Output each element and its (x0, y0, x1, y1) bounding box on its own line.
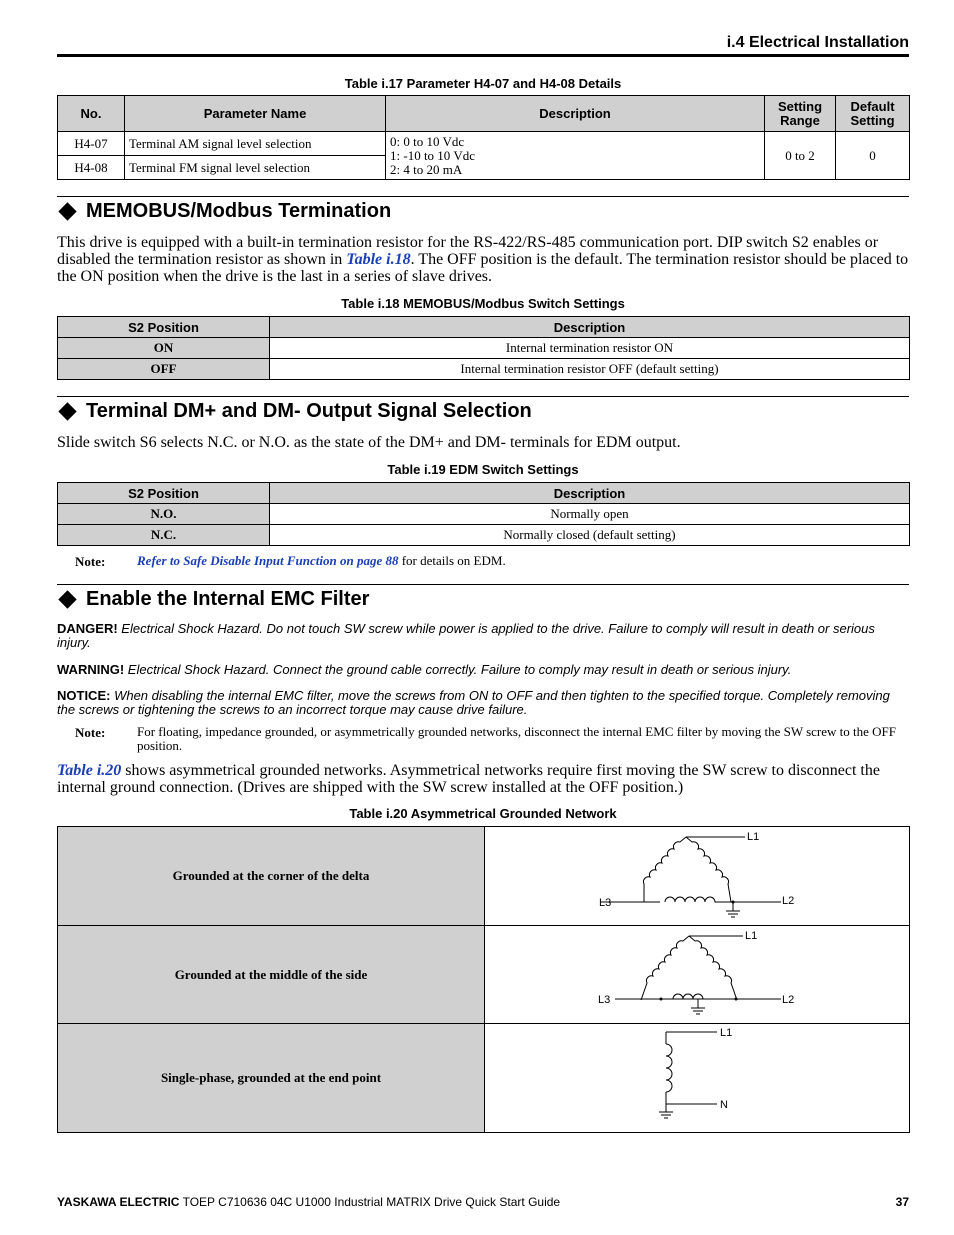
note-label: Note: (75, 554, 106, 569)
table17-header-default: Default Setting (836, 96, 910, 132)
table19-cell-pos: N.C. (58, 525, 270, 546)
warning-message: WARNING! Electrical Shock Hazard. Connect the ground cable correctly. Failure to comply may result in death or serious injury. (57, 662, 792, 677)
delta-corner-l2-label: L2 (782, 895, 795, 907)
table19 (57, 482, 910, 546)
table17-header-desc: Description (386, 96, 765, 132)
table-row (58, 525, 910, 546)
table19-header-desc: Description (270, 483, 910, 504)
single-phase-n-label: N (720, 1099, 728, 1111)
table-row (58, 338, 910, 359)
terminal-paragraph: Slide switch S6 selects N.C. or N.O. as the state of the DM+ and DM- terminals for EDM output. (57, 434, 681, 451)
table-row (58, 926, 910, 1024)
side-middle-l2-label: L2 (782, 994, 795, 1006)
table19-caption: Table i.19 EDM Switch Settings (387, 462, 579, 477)
header-rule (57, 54, 909, 57)
memobus-heading: MEMOBUS/Modbus Termination (57, 200, 391, 223)
table17-header-name: Parameter Name (125, 96, 386, 132)
diagram-single-phase (485, 1024, 910, 1133)
delta-corner-l1-label: L1 (747, 831, 760, 843)
emc-paragraph: Table i.20 shows asymmetrical grounded networks. Asymmetrical networks require first moving the SW screw to disconnect the internal ground connection. (Drives are shipped with the SW screw installed at the OFF position.) (57, 762, 880, 796)
table17-cell-range: 0 to 2 (765, 132, 836, 180)
section-rule (57, 584, 909, 585)
table18-cell-desc: Internal termination resistor ON (270, 338, 910, 359)
table18-header-desc: Description (270, 317, 910, 338)
page-number: 37 (895, 1195, 909, 1209)
side-middle-grounded-diagram (485, 926, 909, 1019)
table20-label-delta-corner: Grounded at the corner of the delta (58, 827, 485, 926)
table-row (58, 132, 910, 156)
side-middle-l3-label: L3 (598, 994, 611, 1006)
section-header: i.4 Electrical Installation (726, 34, 909, 51)
diagram-delta-corner (485, 827, 910, 926)
table17-cell-no: H4-08 (58, 156, 125, 180)
section-rule (57, 396, 909, 397)
table17-cell-no: H4-07 (58, 132, 125, 156)
table-i18-link[interactable]: Table i.18 (346, 251, 411, 268)
table-row (58, 1024, 910, 1133)
emc-heading: Enable the Internal EMC Filter (57, 588, 369, 611)
table20 (57, 826, 910, 1133)
single-phase-grounded-diagram (485, 1024, 909, 1128)
table17-cell-name: Terminal FM signal level selection (125, 156, 386, 180)
single-phase-l1-label: L1 (720, 1027, 733, 1039)
table20-caption: Table i.20 Asymmetrical Grounded Network (349, 806, 617, 821)
danger-message: DANGER! Electrical Shock Hazard. Do not touch SW screw while power is applied to the drive. Failure to comply will result in death or serious injury. (57, 621, 875, 650)
table20-label-single-phase: Single-phase, grounded at the end point (58, 1024, 485, 1133)
table19-cell-pos: N.O. (58, 504, 270, 525)
footer-doc-info: YASKAWA ELECTRIC TOEP C710636 04C U1000 Industrial MATRIX Drive Quick Start Guide (57, 1195, 561, 1209)
table-i20-link[interactable]: Table i.20 (57, 762, 122, 779)
table17-caption: Table i.17 Parameter H4-07 and H4-08 Details (344, 76, 622, 91)
diagram-side-middle (485, 926, 910, 1024)
side-middle-l1-label: L1 (745, 930, 758, 942)
notice-message: NOTICE: When disabling the internal EMC filter, move the screws from ON to OFF and then tighten to the specified torque. Completely removing the screws or tightening the screws to an incorrect torque may cause drive failure. (57, 688, 890, 717)
note-label: Note: (75, 725, 106, 740)
table-row (58, 359, 910, 380)
table18-header-pos: S2 Position (58, 317, 270, 338)
delta-corner-l3-label: L3 (599, 897, 612, 909)
table18-caption: Table i.18 MEMOBUS/Modbus Switch Settings (341, 296, 625, 311)
table20-label-side-middle: Grounded at the middle of the side (58, 926, 485, 1024)
section-rule (57, 196, 909, 197)
terminal-heading: Terminal DM+ and DM- Output Signal Selection (57, 400, 532, 423)
table17-header-no: No. (58, 96, 125, 132)
table17-cell-default: 0 (836, 132, 910, 180)
table17-cell-name: Terminal AM signal level selection (125, 132, 386, 156)
table17-header-range: Setting Range (765, 96, 836, 132)
table17 (57, 95, 910, 180)
diamond-bullet-icon (58, 202, 76, 220)
table19-header-pos: S2 Position (58, 483, 270, 504)
table18-cell-pos: ON (58, 338, 270, 359)
table18 (57, 316, 910, 380)
memobus-paragraph: This drive is equipped with a built-in termination resistor for the RS-422/RS-485 communication port. DIP switch S2 enables or disabled the termination resistor as shown in Table i.18. The OFF position is the default. The termination resistor should be placed to the ON position when the drive is the last in a series of slave drives. (57, 234, 909, 285)
diamond-bullet-icon (58, 590, 76, 608)
table17-cell-desc: 0: 0 to 10 Vdc 1: -10 to 10 Vdc 2: 4 to 20 mA (386, 132, 765, 180)
table-row (58, 504, 910, 525)
table18-cell-desc: Internal termination resistor OFF (default setting) (270, 359, 910, 380)
emc-note: For floating, impedance grounded, or asymmetrically grounded networks, disconnect the internal EMC filter by moving the SW screw to the OFF position. (137, 724, 897, 753)
table18-cell-pos: OFF (58, 359, 270, 380)
table19-cell-desc: Normally closed (default setting) (270, 525, 910, 546)
edm-note: Refer to Safe Disable Input Function on page 88 for details on EDM. (137, 553, 506, 568)
delta-corner-grounded-diagram (485, 827, 909, 921)
safe-disable-link[interactable]: Refer to Safe Disable Input Function on page 88 (137, 553, 399, 568)
table19-cell-desc: Normally open (270, 504, 910, 525)
diamond-bullet-icon (58, 402, 76, 420)
table-row (58, 827, 910, 926)
